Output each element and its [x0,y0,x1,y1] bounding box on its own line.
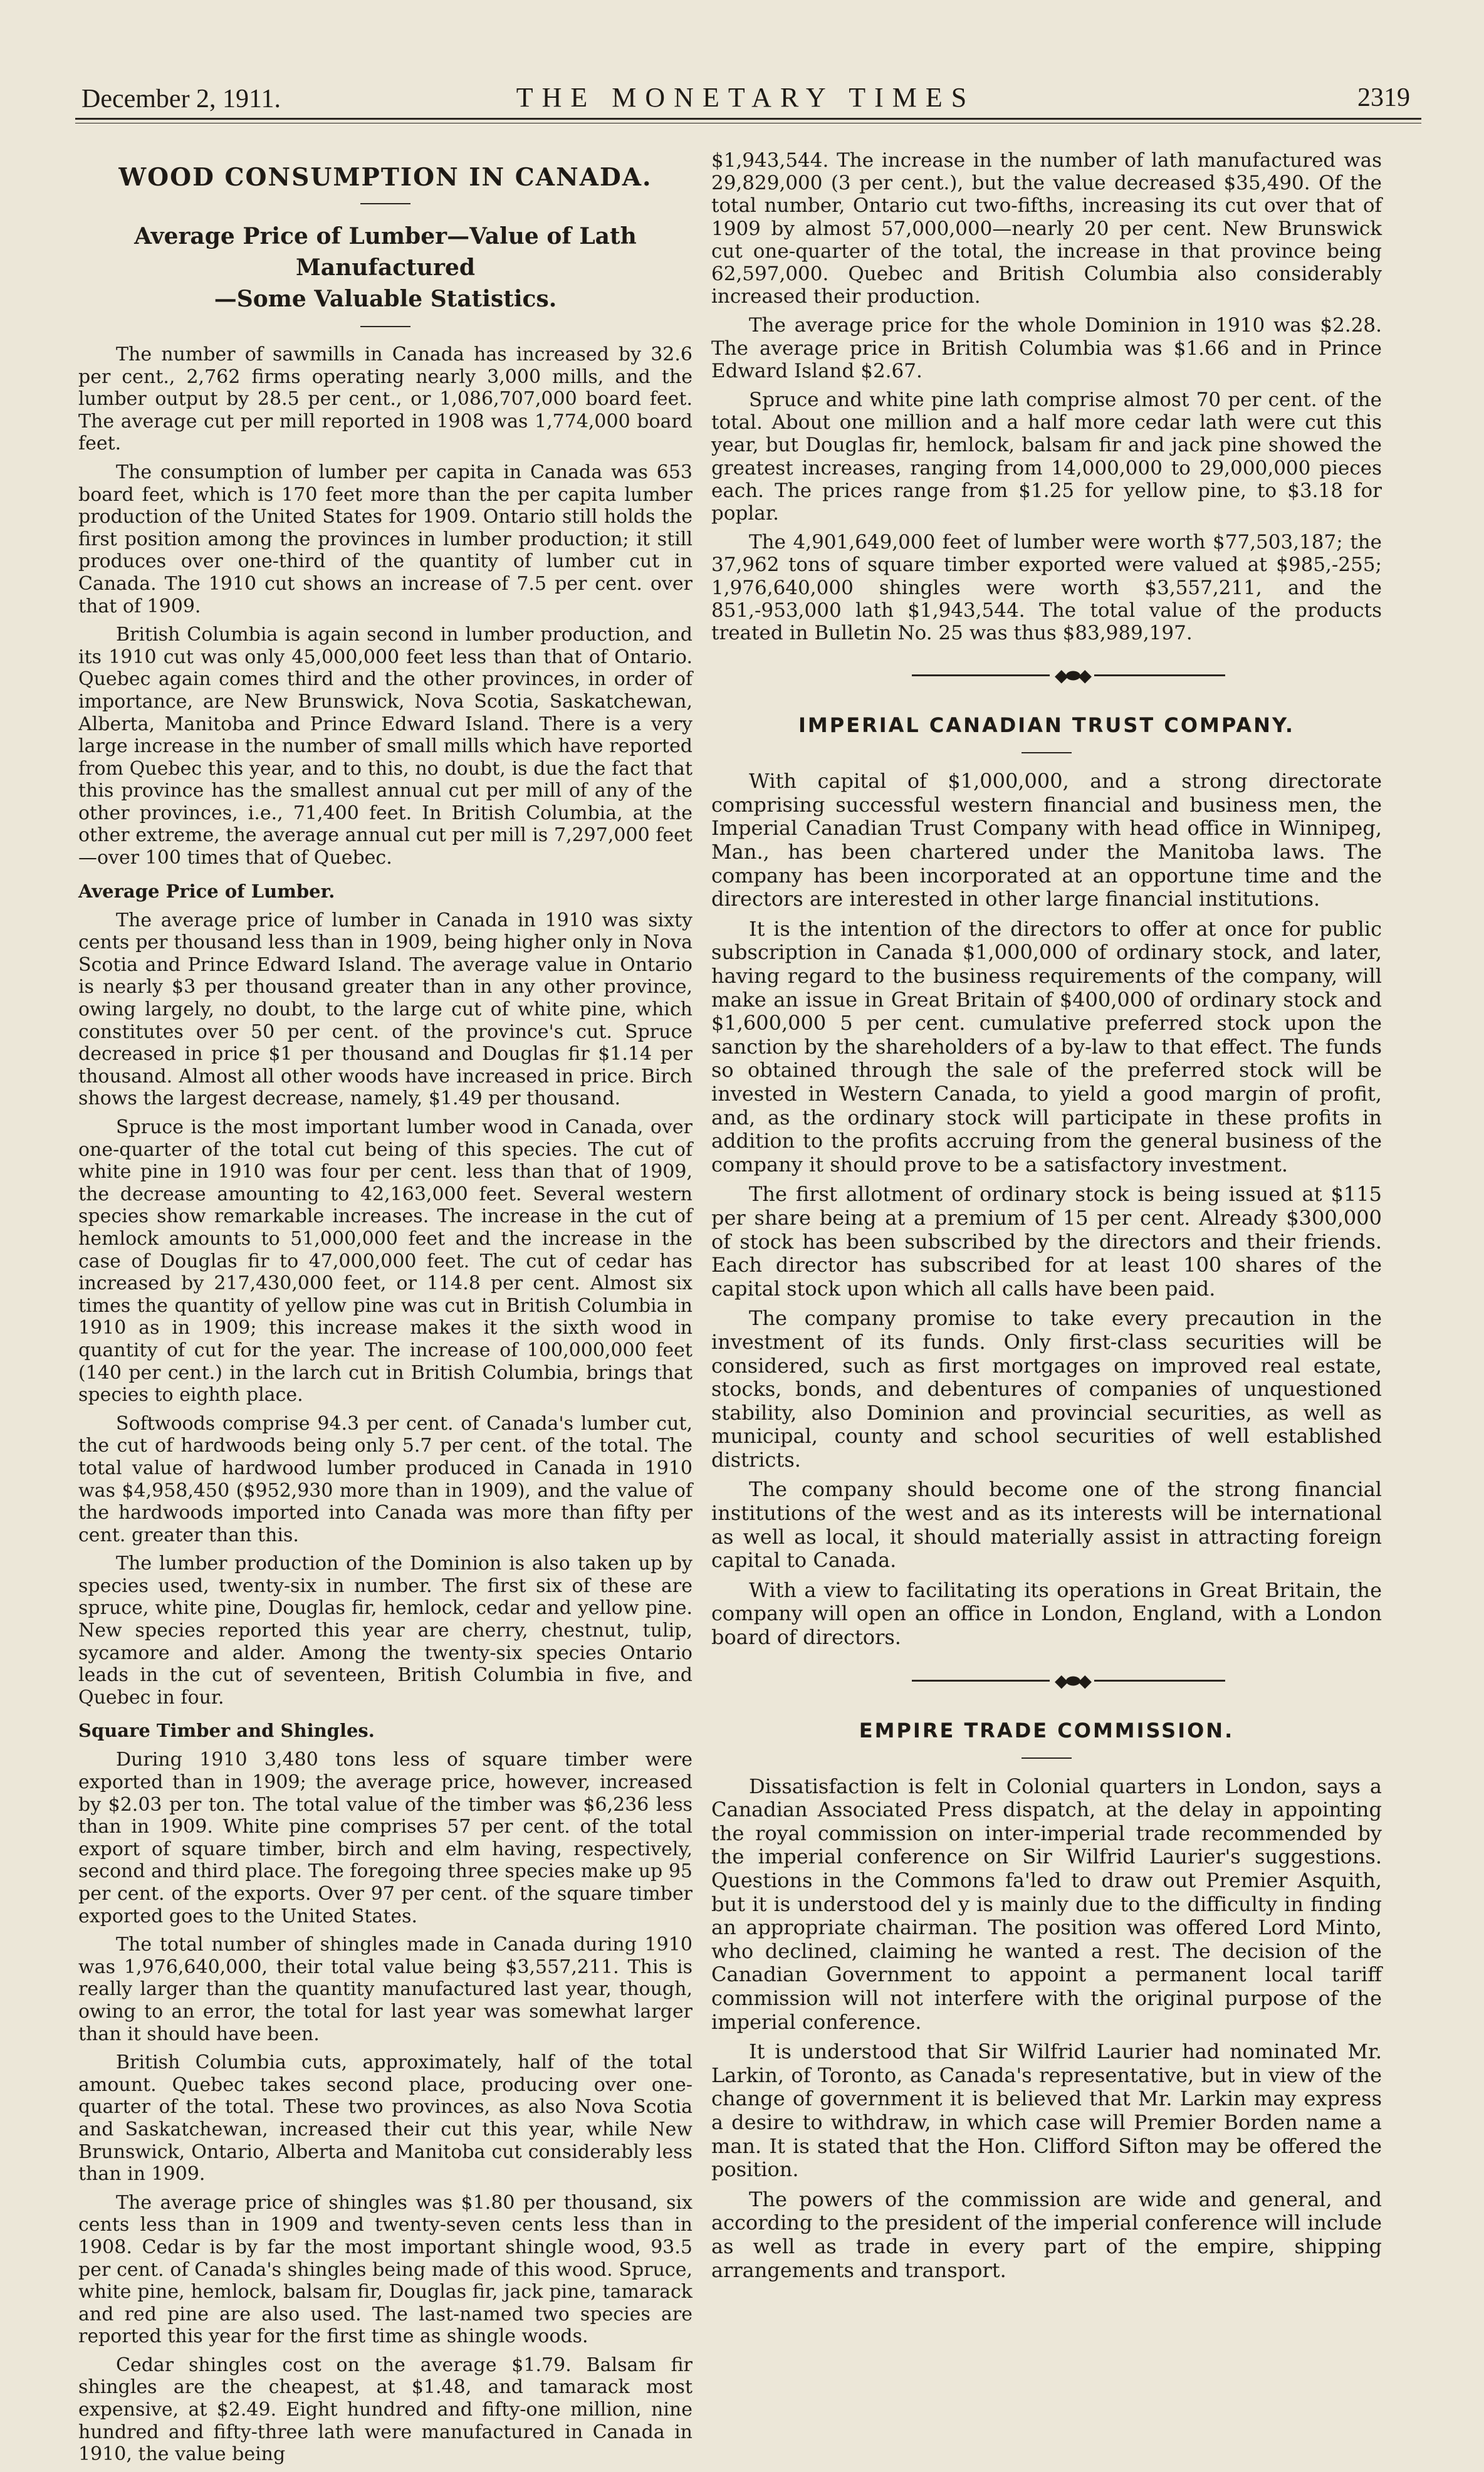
paragraph: Cedar shingles cost on the average $1.79. Balsam fir shingles are the cheapest, at $1.48, and tamarack most expensive, at $2.49. Eight hundred and fifty-one million, nine hundred and fifty-three lath were manufactured in Canada in 1910, the value being [78,2354,692,2466]
header-rule [75,118,1421,120]
paragraph: Dissatisfaction is felt in Colonial quarters in London, says a Canadian Associated Press dispatch, at the delay in appointing the royal commission on inter-imperial trade recommended by the imperial conference on Sir Wilfrid Laurier's suggestions. Questions in the Commons fa'led to draw out Premier Asquith, but it is understood del y is mainly due to the difficulty in finding an appropriate chairman. The position was offered Lord Minto, who declined, claiming he wanted a rest. The decision of the Canadian Government to appoint a permanent local tariff commission will not interfere with the original purpose of the imperial conference. [711,1774,1382,2034]
right-column [711,149,1382,2288]
paragraph: It is understood that Sir Wilfrid Laurier had nominated Mr. Larkin, of Toronto, as Canada's representative, but in view of the change of government it is believed that Mr. Larkin may express a desire to withdraw, in which case will Premier Borden name a man. It is stated that the Hon. Clifford Sifton may be offered the position. [711,2040,1382,2182]
paragraph: The consumption of lumber per capita in Canada was 653 board feet, which is 170 feet more than the per capita lumber production of the United States for 1909. Ontario still holds the first position among the provinces in lumber production; it still produces over one-third of the quantity of lumber cut in Canada. The 1910 cut shows an increase of 7.5 per cent. over that of 1909. [78,461,692,617]
paragraph: The company promise to take every precaution in the investment of its funds. Only first-class securities will be considered, such as first mortgages on improved real estate, stocks, bonds, and debentures of companies of unquestioned stability, also Dominion and provincial securities, as well as municipal, county and school securities of well established districts. [711,1306,1382,1472]
empire-article [711,1719,1382,2282]
subtitle-line-1: Average Price of Lumber—Value of Lath Manufactured [134,223,637,281]
paragraph: The average price of shingles was $1.80 per thousand, six cents less than in 1909 and twenty-seven cents less than in 1908. Cedar is by far the most important shingle wood, 93.5 per cent. of Canada's shingles being made of this wood. Spruce, white pine, hemlock, balsam fir, Douglas fir, jack pine, tamarack and red pine are also used. The last-named two species are reported this year for the first time as shingle woods. [78,2191,692,2348]
subtitle-rule [360,326,410,327]
divider-ornament-icon: ◆⬬◆ [1050,665,1094,686]
trust-article [711,713,1382,1649]
title-rule [1022,752,1072,753]
paragraph: The average price of lumber in Canada in 1910 was sixty cents per thousand less than in 1909, being higher only in Nova Scotia and Prince Edward Island. The average value in Ontario is nearly $3 per thousand greater than in any other province, owing largely, no doubt, to the large cut of white pine, which constitutes over 50 per cent. of the province's cut. Spruce decreased in price $1 per thousand and Douglas fir $1.14 per thousand. Almost all other woods have increased in price. Birch shows the largest decrease, namely, $1.49 per thousand. [78,909,692,1110]
paragraph: The number of sawmills in Canada has increased by 32.6 per cent., 2,762 firms operating nearly 3,000 mills, and the lumber output by 28.5 per cent., or 1,086,707,000 board feet. The average cut per mill reported in 1908 was 1,774,000 board feet. [78,343,692,455]
paragraph: With a view to facilitating its operations in Great Britain, the company will open an office in London, England, with a London board of directors. [711,1578,1382,1650]
title-rule [360,203,410,204]
paragraph: The 4,901,649,000 feet of lumber were worth $77,503,187; the 37,962 tons of square timber exported were valued at $985,-255; 1,976,640,000 shingles were worth $3,557,211, and the 851,-953,000 lath $1,943,544. The total value of the products treated in Bulletin No. 25 was thus $83,989,197. [711,531,1382,645]
section-heading-average-price: Average Price of Lumber. [78,880,335,902]
publication-title: THE MONETARY TIMES [516,82,976,113]
paragraph: British Columbia cuts, approximately, half of the total amount. Quebec takes second place, producing over one-quarter of the total. These two provinces, as also Nova Scotia and Saskatchewan, increased their cut this year, while New Brunswick, Ontario, Alberta and Manitoba cut considerably less than in 1909. [78,2051,692,2186]
paragraph-continued: $1,943,544. The increase in the number of lath manufactured was 29,829,000 (3 per cent.), but the value decreased $35,490. Of the total number, Ontario cut two-fifths, increasing its cut over that of 1909 by almost 57,000,000—nearly 20 per cent. New Brunswick cut one-quarter of the total, the increase in that province being 62,597,000. Quebec and British Columbia also considerably increased their production. [711,149,1382,308]
paragraph: Softwoods comprise 94.3 per cent. of Canada's lumber cut, the cut of hardwoods being only 5.7 per cent. of the total. The total value of hardwood lumber produced in Canada in 1910 was $4,958,450 ($952,930 more than in 1909), and the value of the hardwoods imported into Canada was more than fifty per cent. greater than this. [78,1412,692,1546]
article-title-wood: WOOD CONSUMPTION IN CANADA. [118,163,652,192]
paragraph: With capital of $1,000,000, and a strong directorate comprising successful western financial and business men, the Imperial Canadian Trust Company with head office in Winnipeg, Man., has been chartered under the Manitoba laws. The company has been incorporated at an opportune time and the directors are interested in other large financial institutions. [711,769,1382,911]
article-title-empire: EMPIRE TRADE COMMISSION. [859,1718,1235,1742]
paragraph: The average price for the whole Dominion in 1910 was $2.28. The average price in British Columbia was $1.66 and in Prince Edward Island $2.67. [711,314,1382,382]
issue-date: December 2, 1911. [81,85,281,113]
paragraph: The company should become one of the strong financial institutions of the west and as its interests will be international as well as local, it should materially assist in attracting foreign capital to Canada. [711,1477,1382,1573]
paragraph: British Columbia is again second in lumber production, and its 1910 cut was only 45,000,000 feet less than that of Ontario. Quebec again comes third and the other provinces, in order of importance, are New Brunswick, Nova Scotia, Saskatchewan, Alberta, Manitoba and Prince Edward Island. There is a very large increase in the number of small mills which have reported from Quebec this year, and to this, no doubt, is due the fact that this province has the smallest annual cut per mill of any of the other provinces, i.e., 71,400 feet. In British Columbia, at the other extreme, the average annual cut per mill is 7,297,000 feet—over 100 times that of Quebec. [78,624,692,869]
paragraph: Spruce is the most important lumber wood in Canada, over one-quarter of the total cut being of this species. The cut of white pine in 1910 was four per cent. less than that of 1909, the decrease amounting to 42,163,000 feet. Several western species show remarkable increases. The increase in the cut of hemlock amounts to 51,000,000 feet and the increase in the case of Douglas fir to 47,000,000 feet. The cut of cedar has increased by 217,430,000 feet, or 114.8 per cent. Almost six times the quantity of yellow pine was cut in British Columbia in 1910 as in 1909; this increase makes it the sixth wood in quantity of cut for the year. The increase of 100,000,000 feet (140 per cent.) in the larch cut in British Columbia, brings that species to eighth place. [78,1116,692,1406]
paragraph: The lumber production of the Dominion is also taken up by species used, twenty-six in number. The first six of these are spruce, white pine, Douglas fir, hemlock, cedar and yellow pine. New species reported this year are cherry, chestnut, tulip, sycamore and alder. Among the twenty-six species Ontario leads in the cut of seventeen, British Columbia in five, and Quebec in four. [78,1553,692,1709]
page-number: 2319 [1357,83,1410,112]
paragraph: The first allotment of ordinary stock is being issued at $115 per share being at a premium of 15 per cent. Already $300,000 of stock has been subscribed by the directors and their friends. Each director has subscribed for at least 100 shares of the capital stock upon which all calls have been paid. [711,1182,1382,1301]
divider-ornament-icon: ◆⬬◆ [1050,1670,1094,1692]
paragraph: During 1910 3,480 tons less of square timber were exported than in 1909; the average price, however, increased by $2.03 per ton. The total value of the timber was $6,236 less than in 1909. White pine comprises 57 per cent. of the total export of square timber, birch and elm having, respectively, second and third place. The foregoing three species make up 95 per cent. of the exports. Over 97 per cent. of the square timber exported goes to the United States. [78,1749,692,1927]
section-divider [711,657,1382,694]
paragraph: Spruce and white pine lath comprise almost 70 per cent. of the total. About one million and a half more cedar lath were cut this year, but Douglas fir, hemlock, balsam fir and jack pine showed the greatest increases, ranging from 14,000,000 to 29,000,000 pieces each. The prices range from $1.25 for yellow pine, to $3.18 for poplar. [711,389,1382,525]
section-divider [711,1662,1382,1700]
article-subtitle-wood [78,221,692,315]
article-title-trust: IMPERIAL CANADIAN TRUST COMPANY. [798,713,1295,738]
paragraph: The total number of shingles made in Canada during 1910 was 1,976,640,000, their total value being $3,557,211. This is really larger than the quantity manufactured last year, though, owing to an error, the total for last year was somewhat larger than it should have been. [78,1934,692,2045]
left-column [78,150,692,2472]
paragraph: It is the intention of the directors to offer at once for public subscription in Canada $1,000,000 of ordinary stock, and later, having regard to the business requirements of the company, will make an issue in Great Britain of $400,000 of ordinary stock and $1,600,000 5 per cent. cumulative preferred stock upon the sanction by the shareholders of a by-law to that effect. The funds so obtained through the sale of the preferred stock will be invested in Western Canada, to yield a good margin of profit, and, as the ordinary stock will participate in these profits in addition to the profits accruing from the general business of the company it should prove to be a satisfactory investment. [711,916,1382,1176]
section-heading-square-timber: Square Timber and Shingles. [78,1720,375,1742]
subtitle-line-2: —Some Valuable Statistics. [214,286,557,312]
running-head [75,70,1416,120]
title-rule [1022,1757,1072,1759]
paragraph: The powers of the commission are wide and general, and according to the president of the imperial conference will include as well as trade in every part of the empire, shipping arrangements and transport. [711,2187,1382,2282]
